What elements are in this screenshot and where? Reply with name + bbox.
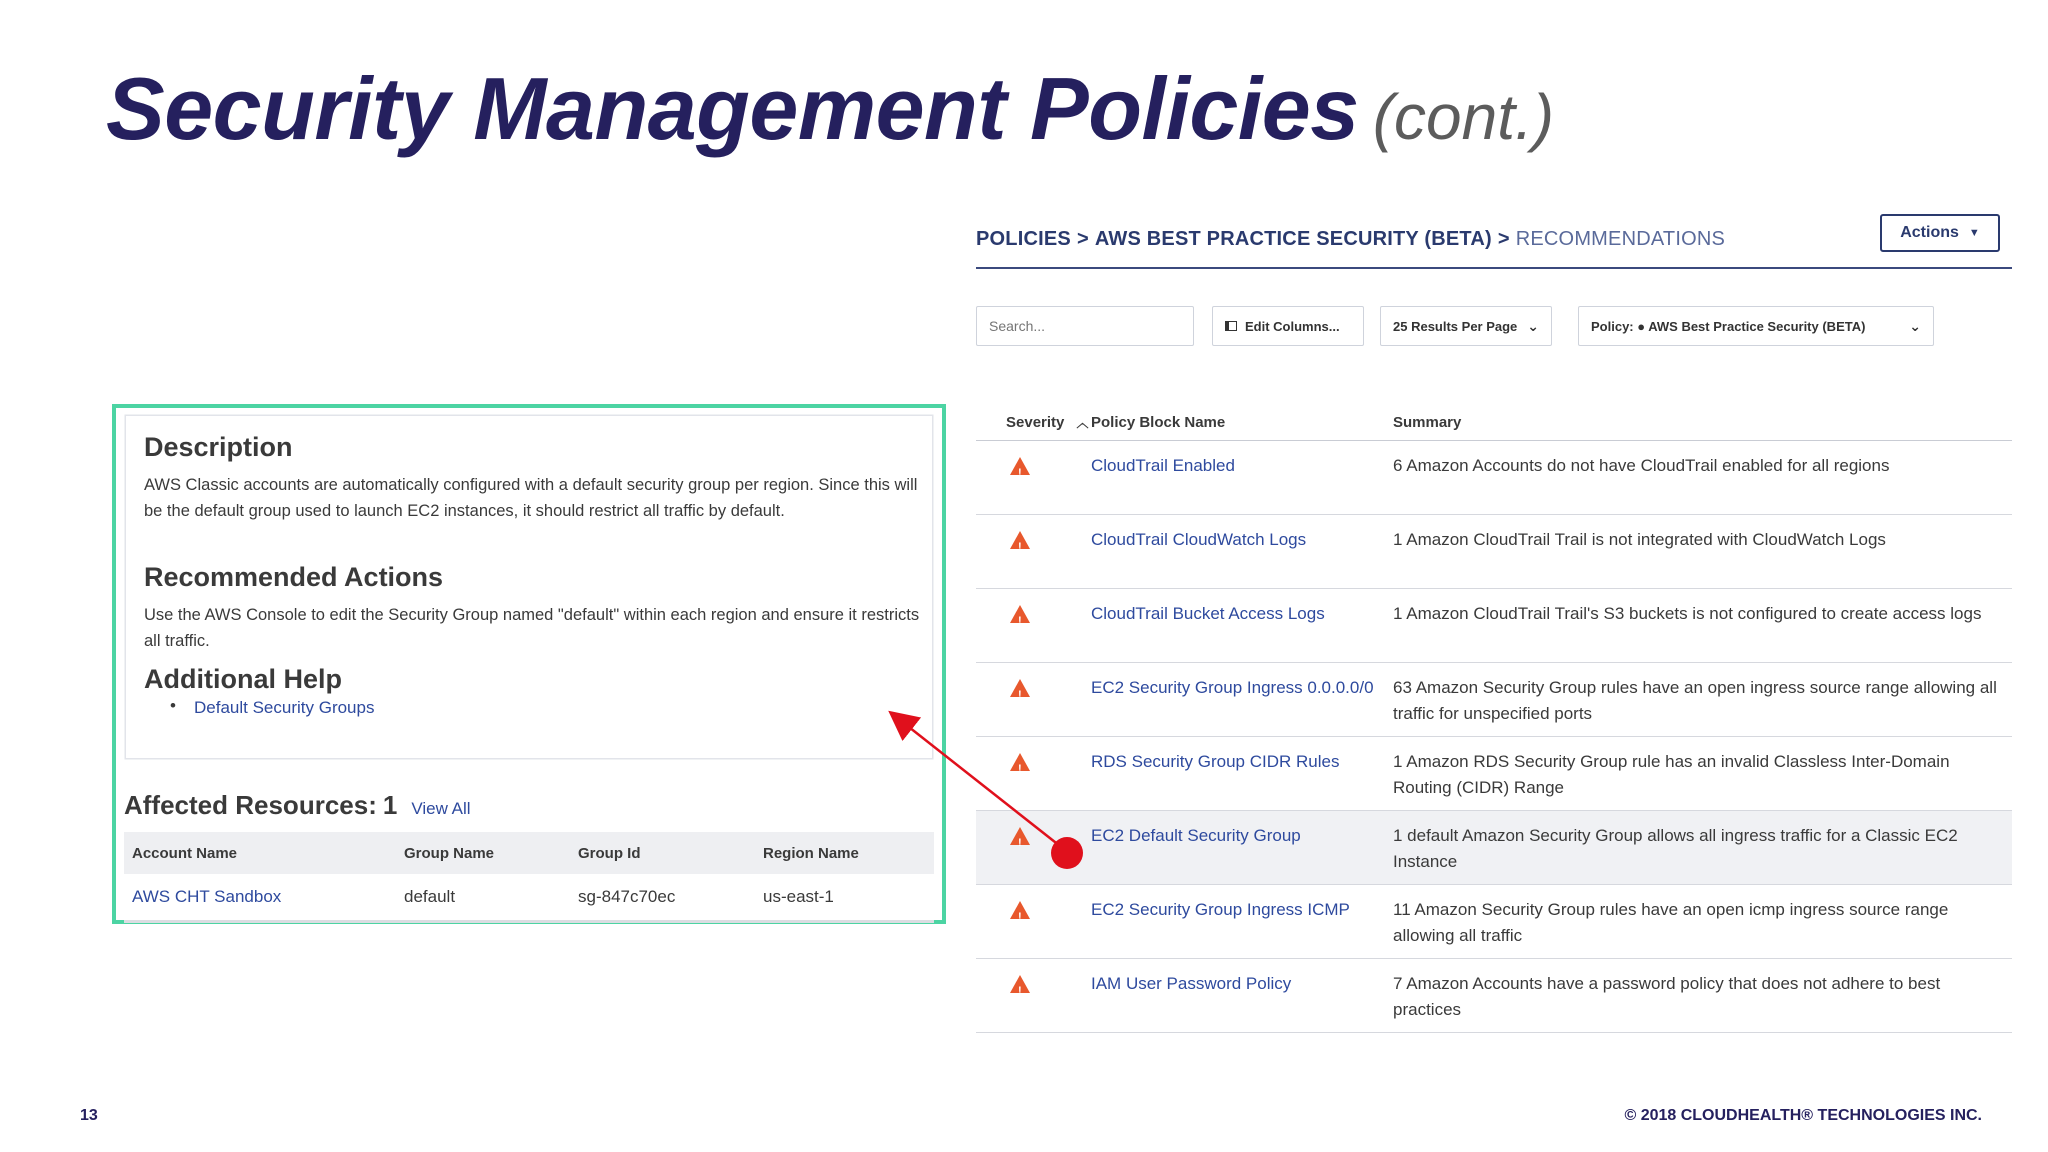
column-header-summary[interactable]: Summary <box>1393 404 2012 441</box>
policy-select[interactable] <box>1578 306 1934 346</box>
chevron-down-icon: ⌄ <box>1527 317 1539 334</box>
policy-block-name-link[interactable]: IAM User Password Policy <box>1091 959 1393 1033</box>
table-row[interactable] <box>976 959 2012 1033</box>
column-header-policy-block-name[interactable]: Policy Block Name <box>1091 404 1393 441</box>
breadcrumb-separator: > <box>1497 228 1510 250</box>
group-id: sg-847c70ec <box>570 874 755 922</box>
column-header-group-id[interactable]: Group Id <box>570 832 755 874</box>
policy-block-name-link[interactable]: EC2 Default Security Group <box>1091 811 1393 885</box>
columns-icon <box>1225 321 1237 331</box>
warning-icon <box>1010 531 1030 549</box>
description-text: AWS Classic accounts are automatically configured with a default security group per region. Since this will be the default group used to launch EC2 instances, it should restrict all traffic by default. <box>144 476 918 520</box>
affected-resources-label: Affected Resources: <box>124 790 377 820</box>
edit-columns-button[interactable] <box>1212 306 1364 346</box>
breadcrumb-divider <box>976 267 2012 269</box>
table-row[interactable] <box>124 874 934 922</box>
group-name: default <box>396 874 570 922</box>
table-row[interactable] <box>976 441 2012 515</box>
warning-icon <box>1010 605 1030 623</box>
breadcrumb-recommendations: RECOMMENDATIONS <box>1515 228 1726 250</box>
recommendations-table <box>976 404 2012 1033</box>
policy-summary: 1 Amazon RDS Security Group rule has an invalid Classless Inter-Domain Routing (CIDR) Range <box>1393 737 2012 811</box>
warning-icon <box>1010 975 1030 993</box>
table-row[interactable] <box>976 885 2012 959</box>
policy-summary: 7 Amazon Accounts have a password policy that does not adhere to best practices <box>1393 959 2012 1033</box>
table-header-row <box>976 404 2012 441</box>
warning-icon <box>1010 827 1030 845</box>
policy-summary: 63 Amazon Security Group rules have an open ingress source range allowing all traffic for unspecified ports <box>1393 663 2012 737</box>
warning-icon <box>1010 753 1030 771</box>
policy-select-value: Policy: ● AWS Best Practice Security (BETA) <box>1591 318 1866 334</box>
policy-block-name-link[interactable]: EC2 Security Group Ingress 0.0.0.0/0 <box>1091 663 1393 737</box>
caret-down-icon: ▼ <box>1968 227 1980 239</box>
column-header-region-name[interactable]: Region Name <box>755 832 934 874</box>
warning-icon <box>1010 901 1030 919</box>
table-row[interactable] <box>976 663 2012 737</box>
copyright-notice: © 2018 CLOUDHEALTH® TECHNOLOGIES INC. <box>1624 1107 1982 1124</box>
actions-button[interactable] <box>1880 214 2000 252</box>
default-security-groups-link[interactable]: Default Security Groups <box>194 698 375 717</box>
breadcrumb-aws-best-practice[interactable]: AWS BEST PRACTICE SECURITY (BETA) <box>1094 228 1492 250</box>
bullet-icon: • <box>170 696 176 715</box>
breadcrumb-separator: > <box>1076 228 1089 250</box>
table-row-selected[interactable] <box>976 811 2012 885</box>
actions-button-label: Actions <box>1900 224 1959 241</box>
column-header-severity[interactable]: Severity ︿ <box>976 404 1091 441</box>
slide-title-cont: (cont.) <box>1372 81 1555 153</box>
results-per-page-select[interactable] <box>1380 306 1552 346</box>
region-name: us-east-1 <box>755 874 934 922</box>
edit-columns-label: Edit Columns... <box>1245 318 1340 334</box>
policy-block-name-link[interactable]: CloudTrail CloudWatch Logs <box>1091 515 1393 589</box>
slide-title <box>106 58 1554 160</box>
view-all-link[interactable]: View All <box>411 799 471 818</box>
results-per-page-value: 25 Results Per Page <box>1393 318 1518 334</box>
warning-icon <box>1010 679 1030 697</box>
column-header-group-name[interactable]: Group Name <box>396 832 570 874</box>
policy-summary: 1 Amazon CloudTrail Trail is not integrated with CloudWatch Logs <box>1393 515 2012 589</box>
policy-summary: 1 default Amazon Security Group allows all ingress traffic for a Classic EC2 Instance <box>1393 811 2012 885</box>
affected-resources-header <box>124 790 471 821</box>
policy-summary: 1 Amazon CloudTrail Trail's S3 buckets is not configured to create access logs <box>1393 589 2012 663</box>
breadcrumb <box>976 228 1725 251</box>
policy-block-name-link[interactable]: RDS Security Group CIDR Rules <box>1091 737 1393 811</box>
search-input[interactable] <box>976 306 1194 346</box>
sort-ascending-icon[interactable]: ︿ <box>1076 415 1089 430</box>
affected-resources-table <box>124 832 934 923</box>
column-header-account-name[interactable]: Account Name <box>124 832 396 874</box>
chevron-down-icon: ⌄ <box>1909 317 1921 334</box>
table-row[interactable] <box>976 737 2012 811</box>
description-heading: Description <box>144 432 293 462</box>
table-header-row <box>124 832 934 874</box>
policy-summary: 11 Amazon Security Group rules have an open icmp ingress source range allowing all traffic <box>1393 885 2012 959</box>
warning-icon <box>1010 457 1030 475</box>
recommended-actions-heading: Recommended Actions <box>144 562 444 592</box>
additional-help-heading: Additional Help <box>144 664 342 694</box>
policy-detail-panel <box>126 416 932 758</box>
table-row[interactable] <box>976 515 2012 589</box>
breadcrumb-policies[interactable]: POLICIES <box>976 228 1071 250</box>
policy-block-name-link[interactable]: CloudTrail Enabled <box>1091 441 1393 515</box>
account-name-link[interactable]: AWS CHT Sandbox <box>124 874 396 922</box>
policy-detail-card <box>112 404 946 924</box>
policy-block-name-link[interactable]: CloudTrail Bucket Access Logs <box>1091 589 1393 663</box>
policy-summary: 6 Amazon Accounts do not have CloudTrail enabled for all regions <box>1393 441 2012 515</box>
slide-title-main: Security Management Policies <box>106 59 1359 158</box>
page-number: 13 <box>80 1107 98 1124</box>
affected-resources-count: 1 <box>382 790 398 820</box>
recommended-actions-text: Use the AWS Console to edit the Security Group named "default" within each region and ensure it restricts all traffic. <box>144 606 920 650</box>
table-row[interactable] <box>976 589 2012 663</box>
policy-block-name-link[interactable]: EC2 Security Group Ingress ICMP <box>1091 885 1393 959</box>
